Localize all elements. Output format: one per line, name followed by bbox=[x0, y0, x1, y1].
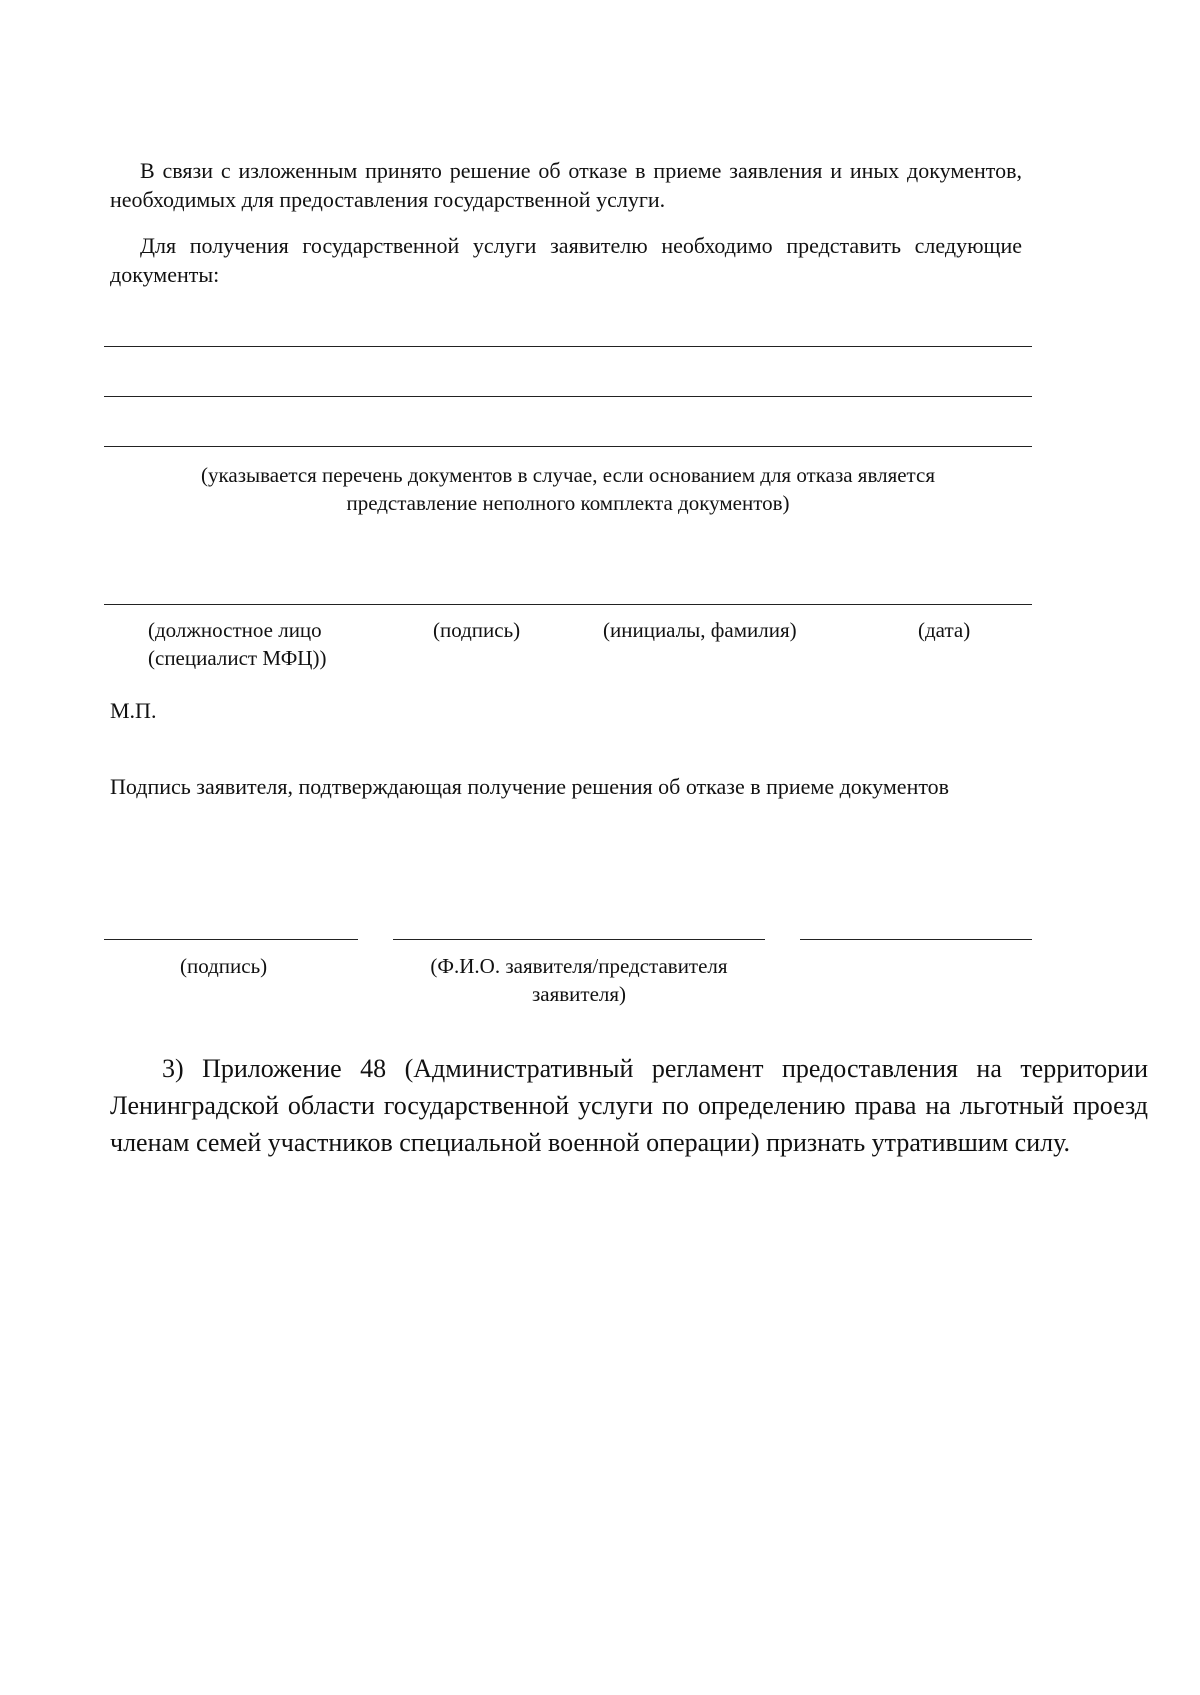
applicant-confirmation: Подпись заявителя, подтверждающая получение решения об отказе в приеме документов bbox=[110, 774, 950, 799]
item-3-paragraph: 3) Приложение 48 (Административный регламент предоставления на территории Ленинградской области государственной услуги по определению права на льготный проезд членам семей участников специальной военной операции) признать утратившим силу. bbox=[110, 1054, 1148, 1157]
applicant-date-line bbox=[800, 939, 1032, 940]
stamp-place: М.П. bbox=[110, 698, 157, 723]
official-position-label bbox=[148, 616, 326, 672]
official-position-line-1: (должностное лицо bbox=[148, 618, 322, 642]
docs-list-line-2 bbox=[104, 396, 1032, 397]
applicant-signature-label: (подпись) bbox=[180, 954, 268, 978]
applicant-name-line-2: заявителя) bbox=[531, 982, 627, 1006]
docs-caption-line-1: (указывается перечень документов в случае, если основанием для отказа является bbox=[201, 463, 935, 487]
official-position-line-2: (специалист МФЦ)) bbox=[148, 646, 327, 670]
paragraph-refusal: В связи с изложенным принято решение об отказе в приеме заявления и иных документов, необходимых для предоставления государственной услуги. bbox=[110, 158, 1022, 212]
official-signature-line bbox=[104, 604, 1032, 605]
official-signature-label: (подпись) bbox=[433, 618, 521, 642]
official-initials-label: (инициалы, фамилия) bbox=[603, 618, 797, 642]
applicant-name-line bbox=[393, 939, 765, 940]
official-date-label: (дата) bbox=[918, 618, 971, 642]
docs-list-line-1 bbox=[104, 346, 1032, 347]
docs-caption-line-2: представление неполного комплекта документов) bbox=[346, 491, 790, 515]
applicant-name-label bbox=[393, 952, 765, 1008]
docs-list-caption bbox=[104, 461, 1032, 517]
applicant-name-line-1: (Ф.И.О. заявителя/представителя bbox=[430, 954, 728, 978]
docs-list-line-3 bbox=[104, 446, 1032, 447]
applicant-signature-line bbox=[104, 939, 358, 940]
paragraph-required-docs: Для получения государственной услуги заявителю необходимо представить следующие документы: bbox=[110, 233, 1022, 287]
